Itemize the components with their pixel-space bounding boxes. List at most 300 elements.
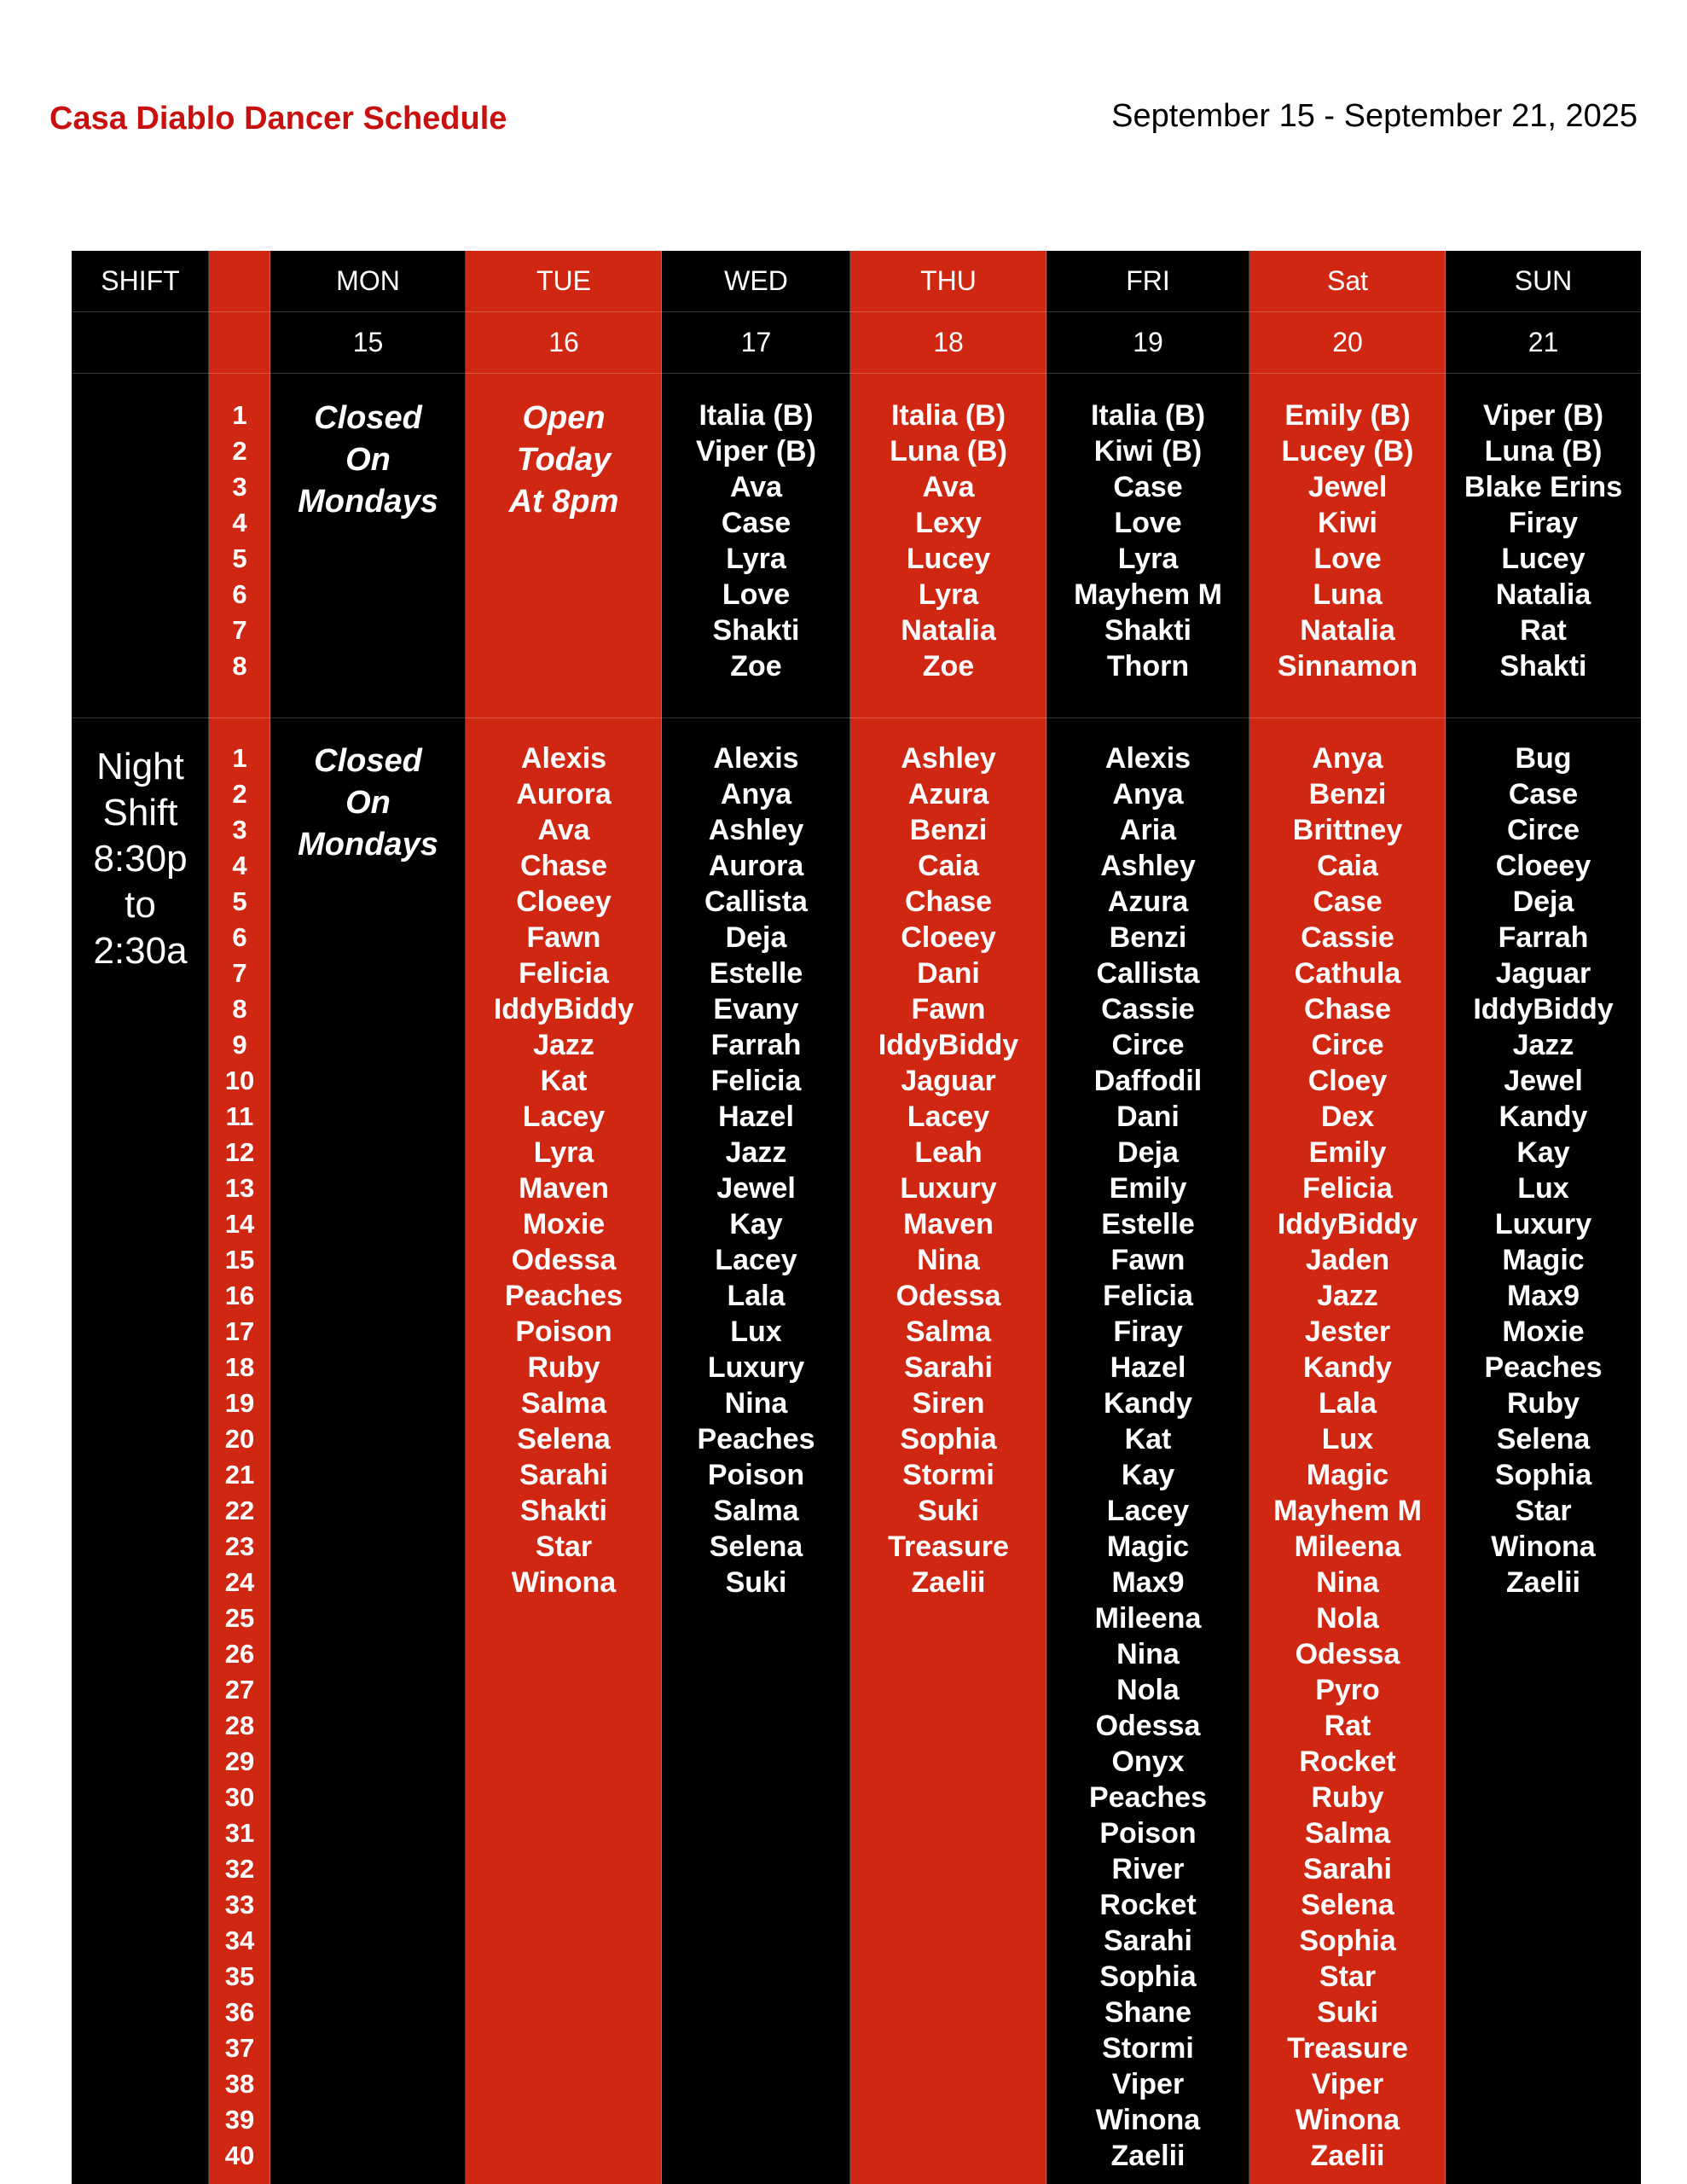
dancer-name: Suki	[918, 1495, 979, 1527]
night-shift-list	[466, 741, 662, 1600]
night-shift-list	[850, 741, 1046, 1600]
dancer-name: Sophia	[1494, 1459, 1592, 1491]
dancer-name: Hazel	[1110, 1351, 1186, 1384]
dancer-name: Max9	[1506, 1280, 1580, 1312]
day-shift-cell-thu	[850, 374, 1046, 718]
slot-number: 2	[232, 779, 247, 809]
dancer-name: Circe	[1111, 1029, 1185, 1061]
day-shift-note	[466, 398, 662, 523]
dancer-name: IddyBiddy	[878, 1029, 1019, 1061]
dancer-name: Zaelii	[1506, 1566, 1580, 1599]
dancer-name: Kandy	[1499, 1101, 1588, 1133]
dancer-name: Cloeey	[901, 921, 996, 954]
day-shift-cell-mon	[270, 374, 466, 718]
date-mon: 15	[270, 312, 466, 374]
dancer-name: Ava	[729, 471, 783, 503]
dancer-name: Love	[1114, 507, 1182, 539]
dancer-name: Dani	[1116, 1101, 1180, 1133]
dancer-name: Kiwi	[1318, 507, 1377, 539]
dancer-name: Felicia	[710, 1065, 802, 1097]
dancer-name: Salma	[1304, 1817, 1391, 1850]
shift-column	[72, 251, 209, 2184]
slot-number: 3	[232, 815, 247, 845]
dancer-name: Natalia	[1495, 578, 1591, 611]
dancer-name: Treasure	[1287, 2032, 1408, 2065]
dancer-name: Love	[1313, 543, 1382, 575]
dancer-name: Cloeey	[1495, 850, 1591, 882]
date-wed: 17	[662, 312, 850, 374]
dancer-name: Salma	[520, 1387, 607, 1420]
dancer-name: Cassie	[1301, 921, 1394, 954]
slot-number: 32	[224, 1854, 255, 1884]
night-numbers-cell	[209, 718, 270, 2184]
night-shift-label-line: 8:30p	[93, 838, 188, 880]
dancer-name: Pyro	[1315, 1674, 1380, 1706]
dancer-name: Estelle	[1101, 1208, 1195, 1240]
day-header-sun: SUN	[1446, 251, 1641, 312]
dancer-name: Firay	[1508, 507, 1579, 539]
slot-number: 36	[224, 1997, 255, 2027]
dancer-name: Deja	[1512, 886, 1574, 918]
dancer-name: Viper	[1111, 2068, 1185, 2100]
dancer-name: Case	[1508, 778, 1579, 810]
day-column-sun	[1446, 251, 1641, 2184]
dancer-name: Jester	[1304, 1316, 1391, 1348]
dancer-name: Leah	[914, 1136, 983, 1169]
dancer-name: Moxie	[522, 1208, 606, 1240]
note-line: Mondays	[298, 827, 438, 863]
night-shift-note	[270, 741, 466, 866]
dancer-name: Luxury	[900, 1172, 997, 1205]
dancer-name: Caia	[918, 850, 979, 882]
slot-number: 24	[224, 1567, 255, 1597]
dancer-name: Shakti	[712, 614, 800, 647]
dancer-name: Kandy	[1303, 1351, 1392, 1384]
date-fri: 19	[1046, 312, 1249, 374]
dancer-name: Winona	[1095, 2104, 1201, 2136]
dancer-name: Lacey	[715, 1244, 797, 1276]
day-header-sat: Sat	[1249, 251, 1446, 312]
dancer-name: Chase	[519, 850, 608, 882]
dancer-name: Felicia	[519, 957, 609, 990]
night-shift-label-line: 2:30a	[93, 930, 188, 972]
night-shift-cell-sat	[1249, 718, 1446, 2184]
slot-number: 34	[224, 1926, 255, 1955]
night-shift-list	[1446, 741, 1641, 1600]
dancer-name: Emily	[1109, 1172, 1187, 1205]
dancer-name: Evany	[713, 993, 799, 1025]
dancer-name: Peaches	[697, 1423, 815, 1455]
note-line: Open	[522, 400, 606, 436]
slot-number: 14	[224, 1209, 255, 1239]
night-shift-list	[1249, 741, 1446, 2174]
day-column-sat	[1249, 251, 1446, 2184]
night-shift-label	[72, 741, 209, 974]
shift-header: SHIFT	[72, 251, 209, 312]
slot-number: 10	[224, 1066, 255, 1095]
day-column-wed	[662, 251, 850, 2184]
dancer-name: Sarahi	[519, 1459, 608, 1491]
dancer-name: Nola	[1116, 1674, 1180, 1706]
dancer-name: Aurora	[708, 850, 804, 882]
dancer-name: Benzi	[909, 814, 988, 846]
dancer-name: Bug	[1515, 742, 1572, 775]
day-shift-list	[1046, 398, 1249, 684]
dancer-name: Onyx	[1111, 1745, 1185, 1778]
dancer-name: Zaelii	[1110, 2140, 1186, 2172]
dancer-name: River	[1111, 1853, 1185, 1885]
dancer-name: Selena	[517, 1423, 611, 1455]
dancer-name: Peaches	[1484, 1351, 1603, 1384]
dancer-name: Ashley	[901, 742, 996, 775]
dancer-name: Kat	[540, 1065, 588, 1097]
dancer-name: Lucey	[1501, 543, 1586, 575]
slot-number: 1	[232, 400, 247, 430]
slot-number: 4	[232, 508, 247, 537]
dancer-name: Italia (B)	[699, 399, 814, 432]
slot-number: 4	[232, 851, 247, 880]
day-shift-cell-tue	[466, 374, 662, 718]
dancer-name: Kay	[1121, 1459, 1175, 1491]
dancer-name: Poison	[515, 1316, 612, 1348]
dancer-name: Lyra	[1117, 543, 1179, 575]
dancer-name: Nina	[1116, 1638, 1180, 1670]
night-shift-label-cell	[72, 718, 209, 2184]
dancer-name: Azura	[1107, 886, 1189, 918]
dancer-name: Sarahi	[904, 1351, 993, 1384]
night-shift-list	[662, 741, 850, 1600]
dancer-name: IddyBiddy	[1473, 993, 1614, 1025]
note-line: On	[345, 785, 391, 821]
dancer-name: Ashley	[1100, 850, 1196, 882]
dancer-name: Shakti	[1499, 650, 1587, 682]
dancer-name: Mileena	[1294, 1531, 1401, 1563]
day-header-thu: THU	[850, 251, 1046, 312]
slot-number: 12	[224, 1137, 255, 1167]
dancer-name: Sophia	[1099, 1960, 1197, 1993]
slot-number: 15	[224, 1245, 255, 1275]
dancer-name: Fawn	[526, 921, 601, 954]
slot-number: 7	[232, 615, 247, 645]
note-line: At 8pm	[508, 484, 619, 520]
dancer-name: Odessa	[896, 1280, 1001, 1312]
dancer-name: Peaches	[505, 1280, 623, 1312]
dancer-name: Winona	[1295, 2104, 1400, 2136]
slot-number: 38	[224, 2069, 255, 2099]
dancer-name: Star	[1515, 1495, 1572, 1527]
dancer-name: Peaches	[1089, 1781, 1207, 1814]
dancer-name: Alexis	[713, 742, 799, 775]
day-header-mon: MON	[270, 251, 466, 312]
date-sun: 21	[1446, 312, 1641, 374]
dancer-name: IddyBiddy	[493, 993, 635, 1025]
dancer-name: Maven	[903, 1208, 994, 1240]
day-column-fri	[1046, 251, 1249, 2184]
note-line: Mondays	[298, 484, 438, 520]
dancer-name: Jazz	[1512, 1029, 1574, 1061]
dancer-name: Ava	[922, 471, 975, 503]
dancer-name: Alexis	[1104, 742, 1191, 775]
shift-date-blank	[72, 312, 209, 374]
dancer-name: Star	[535, 1531, 593, 1563]
dancer-name: Lyra	[533, 1136, 594, 1169]
dancer-name: Chase	[1303, 993, 1392, 1025]
slot-number: 30	[224, 1782, 255, 1812]
dancer-name: Mayhem M	[1074, 578, 1222, 611]
slot-number: 39	[224, 2105, 255, 2135]
dancer-name: Mileena	[1094, 1602, 1202, 1635]
slot-number: 6	[232, 579, 247, 609]
dancer-name: Zoe	[730, 650, 782, 682]
number-column	[209, 251, 270, 2184]
dancer-name: Stormi	[902, 1459, 994, 1491]
day-column-tue	[466, 251, 662, 2184]
dancer-name: Zoe	[922, 650, 975, 682]
dancer-name: Case	[721, 507, 791, 539]
dancer-name: Siren	[912, 1387, 985, 1420]
dancer-name: Mayhem M	[1273, 1495, 1422, 1527]
dancer-name: Jazz	[725, 1136, 787, 1169]
slot-number: 20	[224, 1424, 255, 1454]
dancer-name: Suki	[725, 1566, 787, 1599]
night-slot-numbers	[209, 741, 270, 2174]
night-shift-cell-tue	[466, 718, 662, 2184]
dancer-name: Lux	[730, 1316, 782, 1348]
day-shift-cell-sun	[1446, 374, 1641, 718]
dancer-name: Lux	[1321, 1423, 1374, 1455]
day-shift-cell-sat	[1249, 374, 1446, 718]
date-sat: 20	[1249, 312, 1446, 374]
dancer-name: Dani	[917, 957, 980, 990]
date-thu: 18	[850, 312, 1046, 374]
day-shift-cell-fri	[1046, 374, 1249, 718]
dancer-name: Chase	[904, 886, 993, 918]
dancer-name: Circe	[1506, 814, 1580, 846]
slot-number: 40	[224, 2140, 255, 2170]
dancer-name: Jaden	[1305, 1244, 1390, 1276]
number-date-blank	[209, 312, 270, 374]
dancer-name: Natalia	[901, 614, 996, 647]
dancer-name: Callista	[1096, 957, 1200, 990]
dancer-name: Fawn	[911, 993, 986, 1025]
dancer-name: Farrah	[710, 1029, 802, 1061]
dancer-name: Poison	[1099, 1817, 1197, 1850]
dancer-name: Moxie	[1502, 1316, 1585, 1348]
dancer-name: Magic	[1106, 1531, 1190, 1563]
dancer-name: Circe	[1311, 1029, 1384, 1061]
dancer-name: Benzi	[1308, 778, 1387, 810]
dancer-name: Lexy	[915, 507, 982, 539]
day-column-mon	[270, 251, 466, 2184]
slot-number: 17	[224, 1316, 255, 1346]
day-shift-list	[662, 398, 850, 684]
slot-number: 27	[224, 1675, 255, 1705]
dancer-name: Lala	[727, 1280, 786, 1312]
dancer-name: Luxury	[707, 1351, 805, 1384]
dancer-name: Felicia	[1302, 1172, 1393, 1205]
dancer-name: Jaguar	[1495, 957, 1591, 990]
dancer-name: Callista	[704, 886, 808, 918]
dancer-name: Selena	[709, 1531, 803, 1563]
dancer-name: Selena	[1496, 1423, 1591, 1455]
dancer-name: Anya	[720, 778, 792, 810]
dancer-name: Aria	[1119, 814, 1177, 846]
night-shift-list	[1046, 741, 1249, 2174]
slot-number: 26	[224, 1639, 255, 1669]
dancer-name: Nola	[1316, 1602, 1379, 1635]
dancer-name: Viper (B)	[1482, 399, 1604, 432]
dancer-name: Selena	[1301, 1889, 1394, 1921]
dancer-name: Poison	[707, 1459, 805, 1491]
dancer-name: Kat	[1124, 1423, 1172, 1455]
dancer-name: Benzi	[1109, 921, 1187, 954]
slot-number: 9	[232, 1030, 247, 1060]
dancer-name: Rocket	[1099, 1889, 1197, 1921]
dancer-name: Winona	[511, 1566, 617, 1599]
dancer-name: Winona	[1491, 1531, 1596, 1563]
dancer-name: Sophia	[1299, 1925, 1396, 1957]
dancer-name: Lyra	[726, 543, 786, 575]
date-tue: 16	[466, 312, 662, 374]
dancer-name: Viper (B)	[695, 435, 817, 468]
slot-number: 33	[224, 1890, 255, 1920]
dancer-name: Luxury	[1494, 1208, 1592, 1240]
dancer-name: IddyBiddy	[1277, 1208, 1418, 1240]
dancer-name: Fawn	[1110, 1244, 1186, 1276]
slot-number: 25	[224, 1603, 255, 1633]
dancer-name: Jewel	[716, 1172, 796, 1205]
dancer-name: Farrah	[1498, 921, 1589, 954]
dancer-name: Jaguar	[901, 1065, 996, 1097]
date-range: September 15 - September 21, 2025	[1111, 98, 1638, 134]
dancer-name: Kay	[729, 1208, 783, 1240]
slot-number: 2	[232, 436, 247, 466]
dancer-name: Kandy	[1104, 1387, 1192, 1420]
slot-number: 35	[224, 1961, 255, 1991]
dancer-name: Suki	[1317, 1996, 1378, 2029]
dancer-name: Love	[722, 578, 791, 611]
day-shift-list	[1249, 398, 1446, 684]
dancer-name: Nina	[724, 1387, 788, 1420]
dancer-name: Estelle	[709, 957, 803, 990]
dancer-name: Viper	[1311, 2068, 1384, 2100]
dancer-name: Dex	[1320, 1101, 1375, 1133]
slot-number: 13	[224, 1173, 255, 1203]
dancer-name: Deja	[725, 921, 787, 954]
dancer-name: Max9	[1111, 1566, 1185, 1599]
dancer-name: Magic	[1306, 1459, 1389, 1491]
dancer-name: Luna (B)	[1484, 435, 1603, 468]
dancer-name: Cathula	[1294, 957, 1401, 990]
slot-number: 5	[232, 886, 247, 916]
dancer-name: Ruby	[1311, 1781, 1384, 1814]
dancer-name: Felicia	[1103, 1280, 1193, 1312]
dancer-name: Ashley	[708, 814, 804, 846]
note-line: Closed	[314, 743, 422, 779]
day-slot-numbers	[209, 398, 270, 684]
dancer-name: Lucey (B)	[1281, 435, 1414, 468]
dancer-name: Star	[1319, 1960, 1377, 1993]
day-shift-label-cell	[72, 374, 209, 718]
dancer-name: Salma	[713, 1495, 799, 1527]
dancer-name: Case	[1313, 886, 1383, 918]
slot-number: 11	[225, 1101, 254, 1131]
dancer-name: Nina	[1316, 1566, 1379, 1599]
dancer-name: Magic	[1502, 1244, 1585, 1276]
day-column-thu	[850, 251, 1046, 2184]
dancer-name: Anya	[1312, 742, 1383, 775]
dancer-name: Lucey	[906, 543, 991, 575]
dancer-name: Lala	[1318, 1387, 1377, 1420]
dancer-name: Lacey	[1106, 1495, 1190, 1527]
dancer-name: Italia (B)	[890, 399, 1006, 432]
slot-number: 8	[232, 651, 247, 681]
night-shift-label-line: Shift	[102, 792, 178, 834]
dancer-name: Emily (B)	[1284, 399, 1411, 432]
slot-number: 22	[224, 1496, 255, 1525]
slot-number: 1	[232, 743, 247, 773]
dancer-name: Thorn	[1106, 650, 1190, 682]
slot-number: 19	[224, 1388, 255, 1418]
day-header-tue: TUE	[466, 251, 662, 312]
dancer-name: Stormi	[1102, 2032, 1194, 2065]
note-line: Today	[516, 442, 612, 478]
dancer-name: Salma	[905, 1316, 992, 1348]
number-header-blank	[209, 251, 270, 312]
slot-number: 21	[224, 1460, 255, 1490]
night-shift-label-line: Night	[96, 746, 184, 787]
dancer-name: Sarahi	[1104, 1925, 1192, 1957]
dancer-name: Azura	[907, 778, 989, 810]
day-shift-cell-wed	[662, 374, 850, 718]
dancer-name: Jazz	[533, 1029, 594, 1061]
note-line: On	[345, 442, 391, 478]
dancer-name: Rat	[1324, 1710, 1371, 1742]
night-shift-cell-sun	[1446, 718, 1641, 2184]
note-line: Closed	[314, 400, 422, 436]
dancer-name: Luna (B)	[890, 435, 1007, 468]
dancer-name: Natalia	[1300, 614, 1395, 647]
day-header-fri: FRI	[1046, 251, 1249, 312]
dancer-name: Case	[1113, 471, 1183, 503]
dancer-name: Cloeey	[516, 886, 612, 918]
dancer-name: Nina	[917, 1244, 980, 1276]
dancer-name: Shakti	[519, 1495, 608, 1527]
night-shift-cell-thu	[850, 718, 1046, 2184]
slot-number: 7	[232, 958, 247, 988]
dancer-name: Ava	[537, 814, 590, 846]
dancer-name: Treasure	[888, 1531, 1009, 1563]
day-header-wed: WED	[662, 251, 850, 312]
night-shift-cell-wed	[662, 718, 850, 2184]
dancer-name: Lacey	[907, 1101, 990, 1133]
slot-number: 5	[232, 543, 247, 573]
dancer-name: Cloey	[1307, 1065, 1388, 1097]
dancer-name: Odessa	[1095, 1710, 1201, 1742]
day-shift-list	[850, 398, 1046, 684]
dancer-name: Daffodil	[1093, 1065, 1203, 1097]
dancer-name: Sinnamon	[1277, 650, 1418, 682]
dancer-name: Hazel	[718, 1101, 794, 1133]
dancer-name: Jewel	[1504, 1065, 1583, 1097]
dancer-name: Lyra	[918, 578, 979, 611]
dancer-name: Cassie	[1101, 993, 1195, 1025]
dancer-name: Shakti	[1104, 614, 1192, 647]
dancer-name: Jazz	[1317, 1280, 1378, 1312]
dancer-name: Lux	[1517, 1172, 1569, 1205]
slot-number: 8	[232, 994, 247, 1024]
dancer-name: Brittney	[1292, 814, 1403, 846]
